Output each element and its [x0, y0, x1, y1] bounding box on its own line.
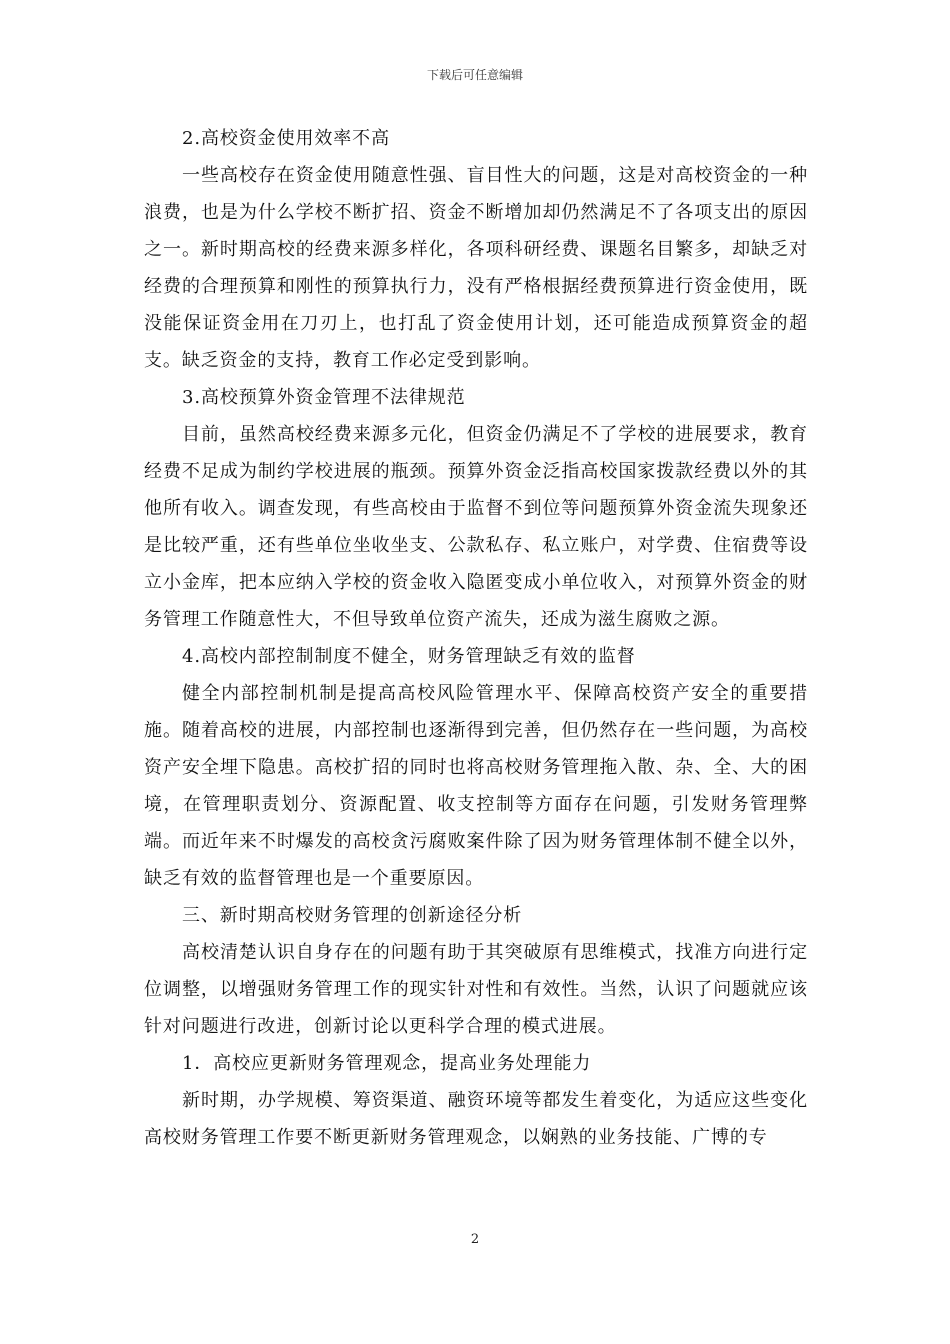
document-body	[144, 120, 808, 1156]
section-heading-4: 4.高校内部控制制度不健全，财务管理缺乏有效的监督	[182, 646, 636, 667]
paragraph: 高校清楚认识自身存在的问题有助于其突破原有思维模式，找准方向进行定位调整，以增强财务管理工作的现实针对性和有效性。当然，认识了问题就应该针对问题进行改进，创新讨论以更科学合理的模式进展。	[144, 942, 808, 1037]
section-heading-3: 3.高校预算外资金管理不法律规范	[182, 387, 466, 408]
page-header: 下载后可任意编辑	[426, 68, 523, 82]
page-number: 2	[470, 1232, 480, 1247]
section-heading-2: 2.高校资金使用效率不高	[182, 128, 390, 149]
chapter-heading-3: 三、新时期高校财务管理的创新途径分析	[182, 905, 523, 926]
paragraph: 目前，虽然高校经费来源多元化，但资金仍满足不了学校的进展要求，教育经费不足成为制约学校进展的瓶颈。预算外资金泛指高校国家拨款经费以外的其他所有收入。调查发现，有些高校由于监督不到位等问题预算外资金流失现象还是比较严重，还有些单位坐收坐支、公款私存、私立账户，对学费、住宿费等设立小金库，把本应纳入学校的资金收入隐匿变成小单位收入，对预算外资金的财务管理工作随意性大，不但导致单位资产流失，还成为滋生腐败之源。	[144, 424, 808, 630]
paragraph: 新时期，办学规模、筹资渠道、融资环境等都发生着变化，为适应这些变化高校财务管理工作要不断更新财务管理观念，以娴熟的业务技能、广博的专	[144, 1090, 808, 1148]
paragraph: 一些高校存在资金使用随意性强、盲目性大的问题，这是对高校资金的一种浪费，也是为什么学校不断扩招、资金不断增加却仍然满足不了各项支出的原因之一。新时期高校的经费来源多样化，各项科研经费、课题名目繁多，却缺乏对经费的合理预算和刚性的预算执行力，没有严格根据经费预算进行资金使用，既没能保证资金用在刀刃上，也打乱了资金使用计划，还可能造成预算资金的超支。缺乏资金的支持，教育工作必定受到影响。	[144, 165, 808, 371]
paragraph: 健全内部控制机制是提高高校风险管理水平、保障高校资产安全的重要措施。随着高校的进展，内部控制也逐渐得到完善，但仍然存在一些问题，为高校资产安全埋下隐患。高校扩招的同时也将高校财务管理拖入散、杂、全、大的困境，在管理职责划分、资源配置、收支控制等方面存在问题，引发财务管理弊端。而近年来不时爆发的高校贪污腐败案件除了因为财务管理体制不健全以外，缺乏有效的监督管理也是一个重要原因。	[144, 683, 808, 889]
section-heading-1: 1．高校应更新财务管理观念，提高业务处理能力	[182, 1053, 592, 1074]
